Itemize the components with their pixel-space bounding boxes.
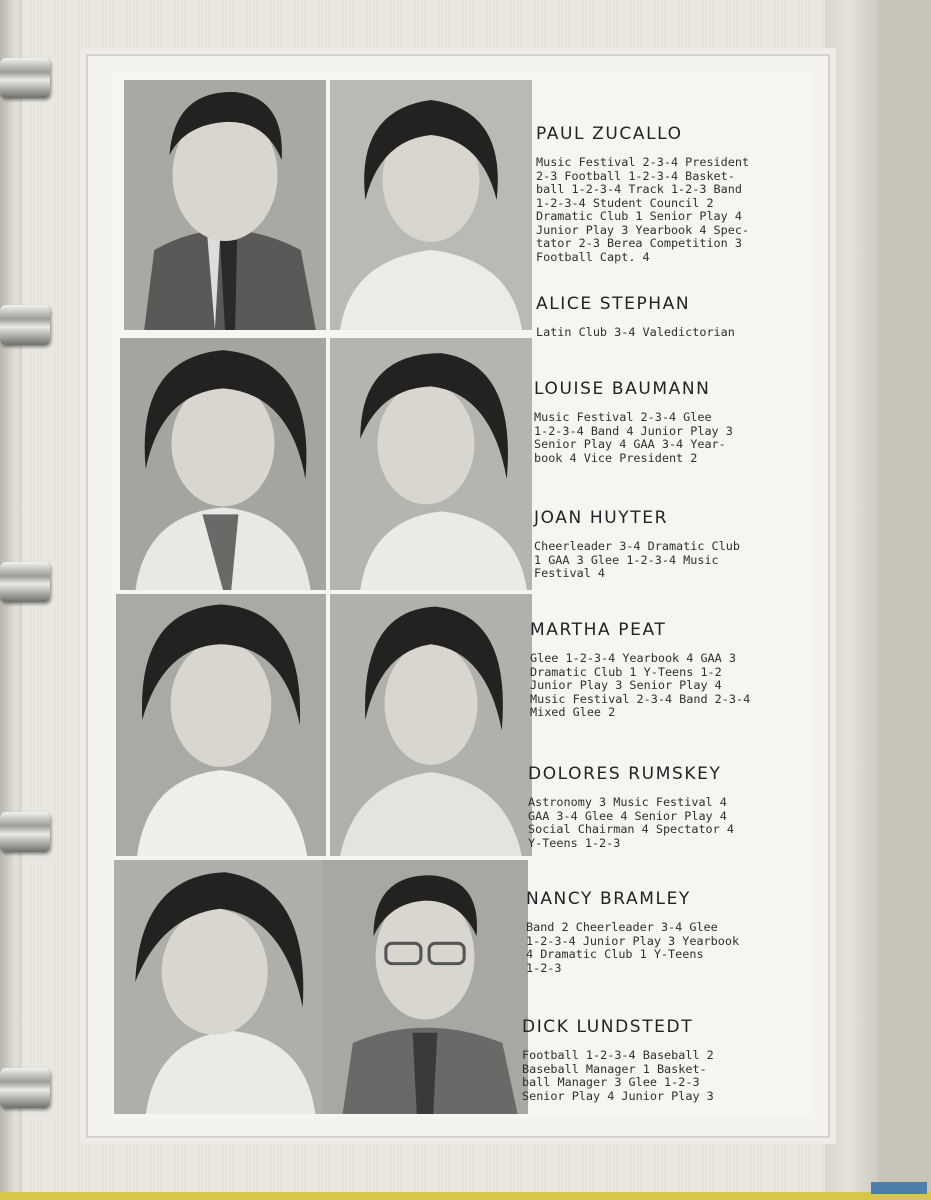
student-activities: Football 1-2-3-4 Baseball 2 Baseball Manager 1 Basket- ball Manager 3 Glee 1-2-3 Senior Play 4 Junior Play 3 [522, 1048, 714, 1103]
student-name: ALICE STEPHAN [536, 294, 691, 314]
blue-tab [871, 1182, 927, 1194]
portrait-alice-stephan [330, 80, 532, 330]
entry-nancy-bramley [526, 889, 801, 975]
entry-dolores-rumskey [528, 764, 803, 850]
binder-ring-icon [0, 1068, 50, 1108]
entry-alice-stephan [536, 294, 811, 340]
student-name: MARTHA PEAT [530, 620, 667, 640]
student-activities: Band 2 Cheerleader 3-4 Glee 1-2-3-4 Junior Play 3 Yearbook 4 Dramatic Club 1 Y-Teens 1-2-3 [526, 920, 740, 975]
portrait-nancy-bramley [114, 860, 326, 1114]
portrait-joan-huyter [330, 338, 532, 590]
student-activities: Cheerleader 3-4 Dramatic Club 1 GAA 3 Glee 1-2-3-4 Music Festival 4 [534, 539, 740, 580]
photo-panel [112, 72, 814, 1118]
portrait-martha-peat [116, 594, 326, 856]
student-activities: Glee 1-2-3-4 Yearbook 4 GAA 3 Dramatic Club 1 Y-Teens 1-2 Junior Play 3 Senior Play 4 Music Festival 2-3-4 Band 2-3-4 Mixed Glee 2 [530, 651, 751, 719]
student-name: PAUL ZUCALLO [536, 124, 683, 144]
student-name: JOAN HUYTER [534, 508, 668, 528]
portrait-dolores-rumskey [330, 594, 532, 856]
binder-ring-icon [0, 812, 50, 852]
student-activities: Music Festival 2-3-4 President 2-3 Football 1-2-3-4 Basket- ball 1-2-3-4 Track 1-2-3 Band 1-2-3-4 Student Council 2 Dramatic Club 1 Senior Play 4 Junior Play 3 Yearbook 4 Spec- tator 2-3 Berea Competition 3 Football Capt. 4 [536, 155, 750, 264]
portrait-paul-zucallo [124, 80, 326, 330]
student-activities: Music Festival 2-3-4 Glee 1-2-3-4 Band 4 Junior Play 3 Senior Play 4 GAA 3-4 Year- book 4 Vice President 2 [534, 410, 733, 465]
student-activities: Latin Club 3-4 Valedictorian [536, 325, 735, 339]
entry-louise-baumann [534, 379, 809, 465]
entry-paul-zucallo [536, 124, 811, 264]
portrait-louise-baumann [120, 338, 326, 590]
entry-joan-huyter [534, 508, 809, 581]
binder-ring-icon [0, 305, 50, 345]
student-name: NANCY BRAMLEY [526, 889, 691, 909]
binder-ring-icon [0, 58, 50, 98]
student-name: DOLORES RUMSKEY [528, 764, 722, 784]
student-activities: Astronomy 3 Music Festival 4 GAA 3-4 Glee 4 Senior Play 4 Social Chairman 4 Spectator 4 Y-Teens 1-2-3 [528, 795, 734, 850]
portrait-dick-lundstedt [322, 860, 528, 1114]
student-name: LOUISE BAUMANN [534, 379, 711, 399]
page-edge [825, 0, 878, 1192]
entry-martha-peat [530, 620, 805, 720]
desk-edge [0, 1192, 931, 1200]
binder-ring-icon [0, 562, 50, 602]
entry-dick-lundstedt [522, 1017, 797, 1103]
student-name: DICK LUNDSTEDT [522, 1017, 694, 1037]
